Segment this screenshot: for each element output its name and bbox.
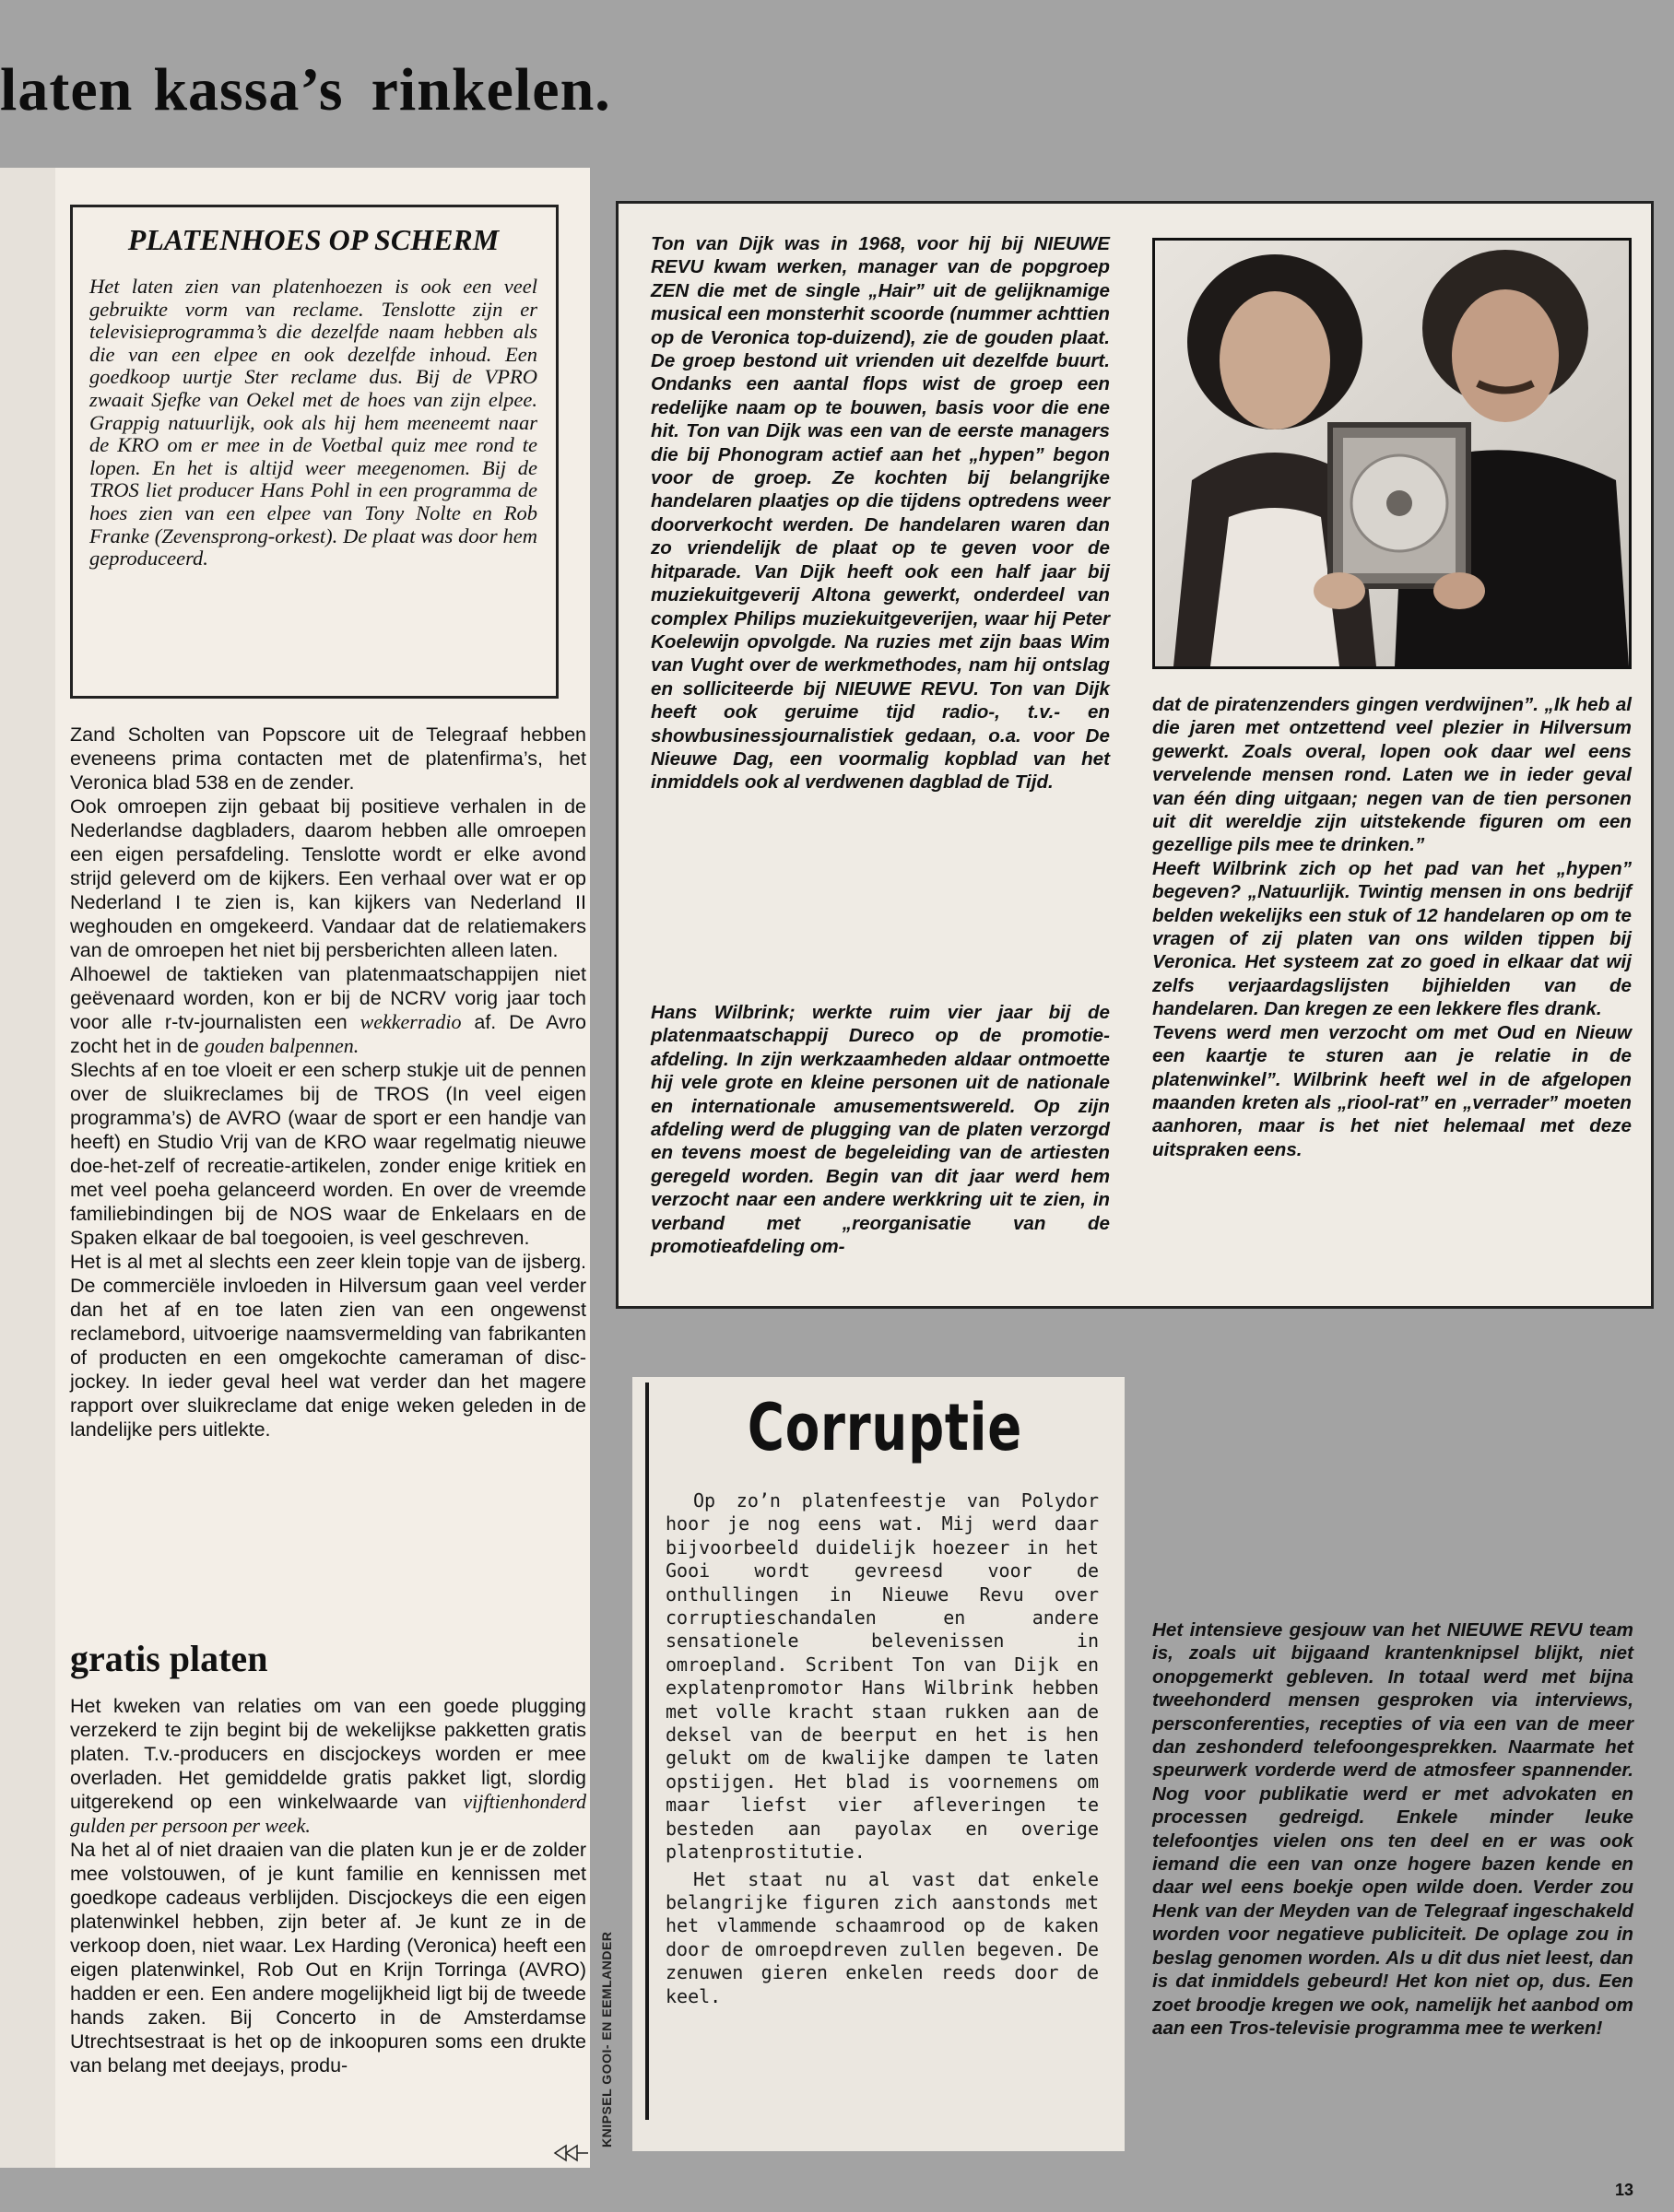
gratis-platen-text [70, 1694, 586, 2077]
paragraph: Zand Scholten van Popscore uit de Telegraaf hebben eveneens prima contacten met de platenfirma’s, het Veronica blad 538 en de zender. [70, 724, 586, 794]
gold-record-photo [1152, 238, 1632, 669]
clipping-text [666, 1489, 1099, 2008]
clipping-source-caption: KNIPSEL GOOI- EN EEMLANDER [599, 1931, 614, 2147]
paragraph [70, 1694, 586, 1838]
paragraph: Het staat nu al vast dat enkele belangrijke figuren zich aanstonds met het vlammende schaamrood op de kaken door de omroepdreven zullen begeven. De zenuwen gieren enkelen reeds door de keel. [666, 1867, 1099, 2007]
paragraph: dat de piratenzenders gingen verdwijnen”. „Ik heb al die jaren met ontzettend veel plezier in Hilversum gewerkt. Zoals overal, lopen ook daar wel eens vervelende mensen rond. Laten we in ieder geval van één ding uitgaan; negen van de tien personen uit dit wereldje zijn uitstekende figuren om een gezellige pils mee te drinken.” [1152, 694, 1632, 856]
paragraph: Heeft Wilbrink zich op het pad van het „hypen” begeven? „Natuurlijk. Twintig mensen in ons bedrijf belden wekelijks een stuk of 12 handelaren op om te vragen of zij platen van ons wilden tippen bij Veronica. Het systeem zat zo goed in elkaar dat wij zelfs verjaardagslijsten bijhielden van de handelaren. Dan kregen ze een lekkere fles drank. [1152, 857, 1632, 1020]
paragraph: Het is al met al slechts een zeer klein topje van de ijsberg. De commerciële invloeden in Hilversum gaan veel verder dan het af en toe laten zien van een ongewenst reclamebord, uitvoerige naamsvermelding van fabrikanten of producten en een omgekochte cameraman of disc-jockey. In ieder geval heel wat verder dan het magere rapport over sluikreclame dat enige weken geleden in de landelijke pers uitlekte. [70, 1251, 586, 1441]
text-run: af. De Avro zocht het in de [70, 1011, 586, 1057]
headline [0, 55, 922, 125]
two-men-gold-record-photo-icon [1155, 241, 1629, 666]
paragraph: Ook omroepen zijn gebaat bij positieve verhalen in de Nederlandse dagbladers, daarom hebben alle omroepen een eigen persafdeling. Tenslotte wordt er elke avond strijd geleverd om de kijkers. Een verhaal over wat er op Nederland I te zien is, kan kijkers van Nederland II weghouden en omgekeerd. Vandaar dat de relatiemakers van de omroepen het niet bij persberichten alleen laten. [70, 795, 586, 961]
gratis-platen-heading: gratis platen [70, 1638, 268, 1679]
wilbrink-quotes-column [1152, 693, 1632, 1161]
platenhoes-sidebar-box [70, 205, 559, 699]
platenhoes-text: Het laten zien van platenhoezen is ook een veel gebruikte vorm van reclame. Tenslotte zijn er televisieprogramma’s die dezelfde naam hebben als die van een elpee en ook dezelfde inhoud. Een goedkoop uurtje Ster reclame dus. Bij de VPRO zwaait Sjefke van Oekel met de hoes van zijn elpee. Grappig natuurlijk, ook als hij hem meeneemt naar de KRO om er mee in de Voetbal quiz mee rond te lopen. En het is altijd weer meegenomen. Bij de TROS liet producer Hans Pohl in een programma de hoes zien van een elpee van Tony Nolte en Rob Franke (Zevensprong-orkest). De plaat was door hem geproduceerd. [89, 275, 537, 571]
paragraph: Ton van Dijk was in 1968, voor hij bij NIEUWE REVU kwam werken, manager van de popgroep ZEN die met de single „Hair” uit de gelijknamige musical een monsterhit scoorde (nummer achttien op de Veronica top-duizend), zie de gouden plaat. De groep bestond uit vrienden uit dezelfde buurt. Ondanks een aantal flops wist de groep een redelijke naam op te bouwen, basis voor die ene hit. Ton van Dijk was een van de eerste managers die bij Phonogram actief aan het „hypen” begon voor de groep. Ze kochten bij belangrijke handelaren plaatjes op die tijdens optredens weer doorverkocht werden. De handelaren waren dan zo vriendelijk de plaat op te geven voor de hitparade. Van Dijk heeft ook een half jaar bij muziekuitgeverij Altona gewerkt, onderdeel van complex Philips muziekuitgeverijen, waar hij Peter Koelewijn opvolgde. Na ruzies met zijn baas Wim van Vught over de werkmethodes, nam hij ontslag en solliciteerde bij NIEUWE REVU. Ton van Dijk heeft ook geruime tijd radio-, t.v.- en showbusinessjournalistiek gedaan, o.a. voor De Nieuwe Dag, een voormalig kopblad van het inmiddels ook al verdwenen dagblad de Tijd. [651, 233, 1110, 794]
headline-word: rinkelen. [371, 56, 611, 124]
left-body-text [70, 723, 586, 1441]
paragraph: Het intensieve gesjouw van het NIEUWE REVU team is, zoals uit bijgaand krantenknipsel blijkt, niet onopgemerkt gebleven. In totaal werd met bijna tweehonderd mensen gesproken via interviews, persconferenties, recepties of via een van de meer dan zeshonderd telefoongesprekken. Naarmate het speurwerk vorderde werd de atmosfeer spannender. Nog voor publikatie werd er met advokaten en processen gedreigd. Enkele minder leuke telefoontjes vielen ons ten deel en er was ook iemand die een van onze hogere bazen kende en daar wel eens boekje open wilde doen. Verder zou Henk van der Meyden van de Telegraaf ingeschakeld worden voor negatieve publiciteit. De oplage zou in beslag genomen worden. Als u dit dus niet leest, dan is dat inmiddels gebeurd! Het kon niet op, dus. Een zoet broodje kregen we ook, namelijk het aanbod om aan een Tros-televisie programma mee te werken! [1152, 1619, 1633, 2039]
paragraph [70, 962, 586, 1058]
page-number: 13 [1615, 2181, 1634, 2199]
paragraph: Op zo’n platenfeestje van Polydor hoor je nog eens wat. Mij werd daar bijvoorbeeld duidelijk hoezeer in het Gooi wordt gevreesd voor de onthullingen in Nieuwe Revu over corruptieschandalen en andere sensationele belevenissen in omroepland. Scribent Ton van Dijk en explatenpromotor Hans Wilbrink hebben met volle kracht staan rukken aan de deksel van de beerput en het is hen gelukt om de kwalijke dampen te laten opstijgen. Het blad is voornemens om maar liefst vier afleveringen te besteden aan payolax en overige platenprostitutie. [666, 1489, 1099, 1864]
headline-word: kassa’s [153, 56, 344, 124]
emphasis: gouden balpennen. [204, 1034, 360, 1057]
emphasis: wekkerradio [360, 1010, 462, 1033]
paragraph: Hans Wilbrink; werkte ruim vier jaar bij de platenmaatschappij Dureco op de promotie-afdeling. In zijn werkzaamheden aldaar ontmoette hij vele grote en kleine personen uit de nationale en internationale amusementswereld. Op zijn afdeling werd de plugging van de platen verzorgd en tevens moest de begeleiding van de artiesten geregeld worden. Begin van dit jaar werd hem verzocht naar een andere werkkring uit te zien, in verband met „reorganisatie van de promotieafdeling om- [651, 1002, 1110, 1258]
paragraph: Tevens werd men verzocht om met Oud en Nieuw een kaartje te sturen aan je relatie in de platenwinkel”. Wilbrink heeft wel in de afgelopen maanden kreten als „riool-rat” en „verrader” moeten aanhoren, maar is het niet helemaal met deze uitspraken eens. [1152, 1021, 1632, 1160]
continue-arrow-icon [553, 2142, 590, 2164]
hans-wilbrink-bio [651, 1001, 1110, 1258]
intensieve-text [1152, 1618, 1633, 2040]
platenhoes-title: PLATENHOES OP SCHERM [127, 223, 500, 256]
paragraph: Na het al of niet draaien van die platen kun je er de zolder mee volstouwen, of je kunt familie en kennissen met goedkope cadeaus verblijden. Discjockeys die een eigen platenwinkel hebben, zijn beter af. Je kunt ze in de verkoop doen, niet waar. Lex Harding (Veronica) heeft een eigen platenwinkel, Rob Out en Krijn Torringa (AVRO) hadden er een. Een andere mogelijkheid ligt bij de tweede hands zaken. Bij Concerto in de Amsterdamse Utrechtsestraat is het op de inkoopuren soms een drukte van belang met deejays, produ- [70, 1839, 586, 2077]
clipping-rule [645, 1382, 649, 2120]
ton-van-dijk-bio [651, 232, 1110, 794]
text-run: Alhoewel de taktieken van platenmaatschappijen niet geëvenaard worden, kon er bij de NCRV vorig jaar toch voor alle r-tv-journalisten een [70, 963, 586, 1033]
text-run: Het kweken van relaties om van een goede plugging verzekerd te zijn begint bij de wekelijkse pakketten gratis platen. T.v.-producers en discjockeys worden er mee overladen. Het gemiddelde gratis pakket ligt, slordig uitgerekend op een winkelwaarde van [70, 1695, 586, 1813]
paragraph: Slechts af en toe vloeit er een scherp stukje uit de pennen over de sluikreclames bij de TROS (In veel eigen programma’s) de AVRO (waar de sport er een handje van heeft) en Studio Vrij van de KRO waar regelmatig nieuwe doe-het-zelf of recreatie-artikelen, zonder enige kritiek en met veel poeha gelanceerd worden. En over de vreemde familiebindingen bij de NOS waar de Enkelaars en de Spaken elkaar de bal toegooien, is veel geschreven. [70, 1059, 586, 1249]
headline-word: laten [0, 56, 134, 124]
clipping-title: Corruptie [747, 1390, 1023, 1465]
emphasis: vijftienhonderd gulden per persoon per week. [70, 1790, 586, 1837]
